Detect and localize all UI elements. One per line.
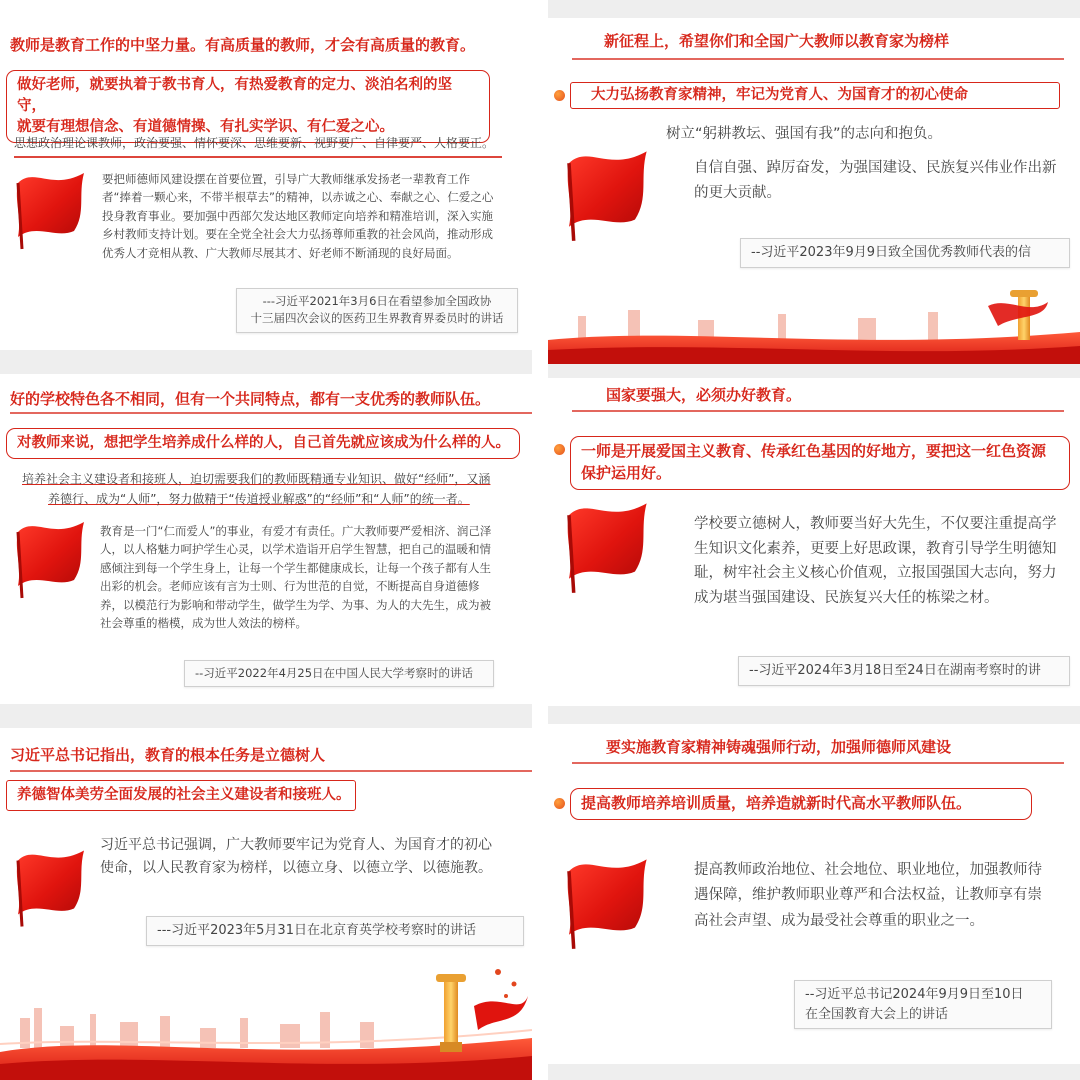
panel-title: 要实施教育家精神铸魂强师行动，加强师德师风建设 <box>606 738 952 756</box>
divider-line <box>572 410 1064 412</box>
column-gutter <box>532 0 548 1080</box>
red-flag-icon <box>12 840 92 930</box>
city-skyline-banner <box>548 286 1080 364</box>
divider-line <box>10 412 532 414</box>
panel-title: 好的学校特色各不相同，但有一个共同特点，都有一支优秀的教师队伍。 <box>10 390 491 408</box>
highlight-quote-box: 提高教师培养培训质量，培养造就新时代高水平教师队伍。 <box>570 788 1032 820</box>
panel-top-band <box>548 0 1080 18</box>
attribution-box: --习近平2024年3月18日至24日在湖南考察时的讲 <box>738 656 1070 686</box>
panel-separator <box>548 364 1080 378</box>
city-skyline-icon <box>578 310 938 340</box>
panel-title: 新征程上，希望你们和全国广大教师以教育家为榜样 <box>604 32 950 50</box>
red-flag-icon <box>554 850 664 950</box>
panel-title: 习近平总书记指出，教育的根本任务是立德树人 <box>10 746 326 764</box>
highlight-quote-box: 养德智体美劳全面发展的社会主义建设者和接班人。 <box>6 780 356 811</box>
lead-text-line: 养德行、成为“人师”，努力做精于“传道授业解惑”的“经师”和“人师”的统一者。 <box>48 492 470 506</box>
divider-line <box>572 762 1064 764</box>
panel-separator <box>0 350 532 374</box>
right-column <box>548 0 1080 1080</box>
left-column <box>0 0 532 1080</box>
panel-title: 国家要强大，必须办好教育。 <box>606 386 802 404</box>
panel-separator <box>548 706 1080 724</box>
attribution-box <box>236 288 518 333</box>
panel-bottom-band <box>548 1064 1080 1080</box>
attribution-box: --习近平2023年9月9日致全国优秀教师代表的信 <box>740 238 1070 268</box>
attribution-box: --习近平2022年4月25日在中国人民大学考察时的讲话 <box>184 660 494 687</box>
body-paragraph: 提高教师政治地位、社会地位、职业地位，加强教师待遇保障，维护教师职业尊严和合法权益，让教师享有崇高社会声望、成为最受社会尊重的职业之一。 <box>694 862 1042 929</box>
body-paragraph: 要把师德师风建设摆在首要位置，引导广大教师继承发扬老一辈教育工作者“捧着一颗心来，不带半根草去”的精神，以赤诚之心、奉献之心、仁爱之心投身教育事业。要加强中西部欠发达地区教师定向培养和精准培训，深入实施乡村教师支持计划。要在全党全社会大力弘扬尊师重教的社会风尚，推动形成优秀人才竞相从教、广大教师尽展其才、好老师不断涌现的良好局面。 <box>102 172 494 260</box>
attribution-line: 在全国教育大会上的讲话 <box>805 1006 949 1022</box>
lead-text-line: 培养社会主义建设者和接班人，迫切需要我们的教师既精通专业知识、做好“经师”，又涵 <box>22 472 491 486</box>
attribution-line: ---习近平2021年3月6日在看望参加全国政协 <box>262 294 492 308</box>
highlight-quote-box: 大力弘扬教育家精神，牢记为党育人、为国育才的初心使命 <box>570 82 1060 109</box>
body-paragraph: 习近平总书记强调，广大教师要牢记为党育人、为国育才的初心使命，以人民教育家为榜样，以德立身、以德立学、以德施教。 <box>100 837 492 877</box>
orange-bullet-icon <box>554 90 565 101</box>
highlight-quote-box <box>6 70 490 143</box>
highlight-quote-line: 做好老师，就要执着于教书育人，有热爱教育的定力、淡泊名利的坚守， <box>17 77 452 115</box>
highlight-quote-box: 一师是开展爱国主义教育、传承红色基因的好地方，要把这一红色资源保护运用好。 <box>570 436 1070 490</box>
attribution-line: --习近平总书记2024年9月9日至10日 <box>805 987 1024 1002</box>
orange-bullet-icon <box>554 798 565 809</box>
orange-bullet-icon <box>554 444 565 455</box>
quote-panel-left-3 <box>0 728 532 1080</box>
quote-panel-right-3 <box>548 724 1080 1064</box>
quote-panel-left-2 <box>0 374 532 704</box>
panel-title: 教师是教育工作的中坚力量。有高质量的教师，才会有高质量的教育。 <box>10 36 476 54</box>
lead-text: 树立“躬耕教坛、强国有我”的志向和抱负。 <box>666 126 943 142</box>
body-paragraph: 学校要立德树人，教师要当好大先生，不仅要注重提高学生知识文化素养，更要上好思政课，教育引导学生明德知耻，树牢社会主义核心价值观，立报国强国大志向，努力成为堪当强国建设、民族复兴大任的栋梁之材。 <box>694 516 1057 606</box>
panel-separator <box>0 704 532 728</box>
quote-panel-left-1 <box>0 0 532 350</box>
lead-text: 思想政治理论课教师，政治要强、情怀要深、思维要新、视野要广、自律要严、人格要正。 <box>14 136 495 150</box>
highlight-quote-line: 就要有理想信念、有道德情操、有扎实学识、有仁爱之心。 <box>17 119 394 136</box>
red-flag-icon <box>554 142 664 242</box>
highlight-quote-box: 对教师来说，想把学生培养成什么样的人，自己首先就应该成为什么样的人。 <box>6 428 520 459</box>
attribution-box: ---习近平2023年5月31日在北京育英学校考察时的讲话 <box>146 916 524 946</box>
divider-line <box>572 58 1064 60</box>
divider-line <box>14 156 502 158</box>
quote-panel-right-1 <box>548 0 1080 364</box>
body-paragraph: 自信自强、踔厉奋发，为强国建设、民族复兴伟业作出新的更大贡献。 <box>694 160 1057 201</box>
body-paragraph: 教育是一门“仁而爱人”的事业，有爱才有责任。广大教师要严爱相济、润己泽人，以人格魅力呵护学生心灵，以学术造诣开启学生智慧，把自己的温暖和情感倾注到每一个学生身上，让每一个学生都健康成长，让每一个孩子都有人生出彩的机会。老师应该有言为士则、行为世范的自觉，不断提高自身道德修养，以模范行为影响和带动学生，做学生为学、为事、为人的大先生，成为被社会尊重的楷模，成为世人效法的榜样。 <box>100 524 492 630</box>
red-flag-icon <box>554 494 664 594</box>
attribution-box <box>794 980 1052 1029</box>
divider-line <box>10 770 532 772</box>
red-flag-icon <box>12 165 92 250</box>
city-skyline-banner <box>0 956 532 1080</box>
quote-panel-right-2 <box>548 378 1080 706</box>
attribution-line: 十三届四次会议的医药卫生界教育界委员时的讲话 <box>250 311 504 326</box>
red-flag-icon <box>12 514 92 599</box>
huabiao-pillar-icon <box>988 290 1048 340</box>
